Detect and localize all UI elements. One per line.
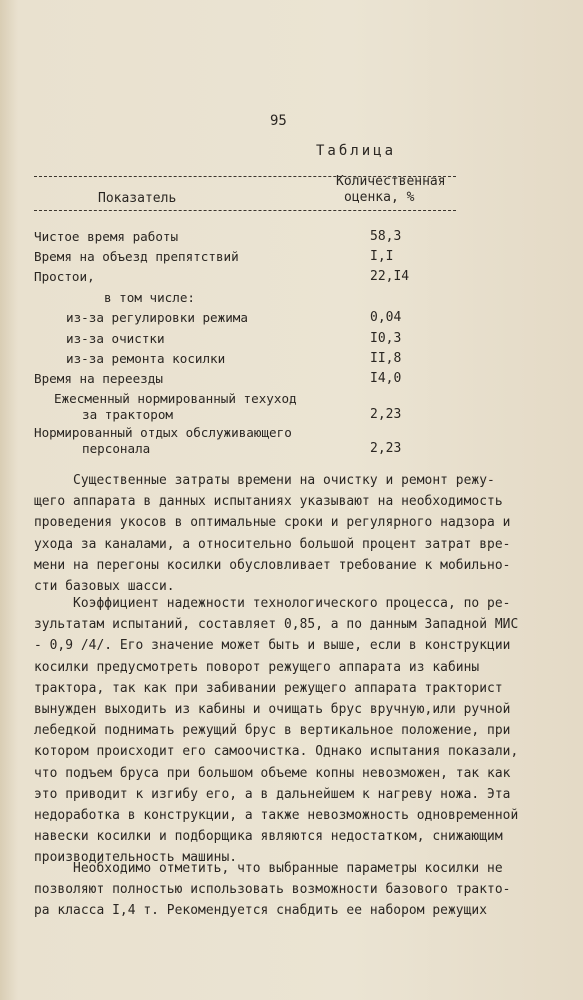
table-header-indicator: Показатель — [98, 191, 177, 206]
table-row-label: Время на переезды — [34, 371, 163, 386]
table-row-value: I,I — [370, 249, 394, 264]
paragraph-line: вынужден выходить из кабины и очищать брус вручную,или ручной — [34, 702, 511, 717]
paragraph-line: котором происходит его самоочистка. Однако испытания показали, — [34, 744, 519, 760]
table-row-label: в том числе: — [104, 290, 195, 305]
paragraph-line: проведения укосов в оптимальные сроки и регулярного надзора и — [34, 515, 511, 531]
table-row-label: Чистое время работы — [34, 229, 179, 244]
paragraph-line: это приводит к изгибу его, а в дальнейшем к нагреву ножа. Эта — [34, 786, 511, 802]
paragraph-line: косилки предусмотреть поворот режущего аппарата из кабины — [34, 659, 480, 675]
table-row-label: из-за регулировки режима — [66, 310, 248, 325]
table-row-label: персонала — [82, 441, 151, 456]
paragraph-line: Коэффициент надежности технологического процесса, по ре- — [34, 596, 511, 611]
table-row-value: 22,I4 — [370, 269, 410, 284]
table-row-value: 0,04 — [370, 310, 402, 325]
paragraph-line: ухода за каналами, а относительно большой процент затрат вре- — [34, 536, 511, 552]
table-row-value: 2,23 — [370, 441, 402, 456]
table-header-value-line2: оценка, % — [344, 190, 415, 205]
paragraph-line: лебедкой поднимать режущий брус в вертикальное положение, при — [34, 723, 511, 739]
table-row-label: Простои, — [34, 269, 95, 284]
table-row-label: за трактором — [82, 407, 173, 422]
table-row-value: 2,23 — [370, 407, 402, 422]
page-number: 95 — [270, 113, 287, 129]
table-header-rule — [34, 210, 456, 211]
table-header-value-line1: Количественная — [336, 174, 446, 189]
paragraph-line: Необходимо отметить, что выбранные параметры косилки не — [34, 861, 503, 876]
table-title: Таблица — [316, 143, 397, 159]
paragraph-line: навески косилки и подборщика являются недостатком, снижающим — [34, 829, 503, 845]
paragraph-line: что подъем бруса при большом объеме копны невозможен, так как — [34, 765, 511, 781]
paragraph-line: сти базовых шасси. — [34, 579, 175, 594]
paragraph-line: позволяют полностью использовать возможности базового тракто- — [34, 882, 511, 898]
table-row-value: I4,0 — [370, 371, 402, 386]
paragraph-line: трактора, так как при забивании режущего аппарата тракторист — [34, 680, 503, 696]
table-row-value: 58,3 — [370, 229, 402, 244]
table-row-label: Ежесменный нормированный техуход — [54, 391, 297, 406]
paragraph-line: недоработка в конструкции, а также невозможность одновременной — [34, 808, 519, 823]
table-row-label: из-за ремонта косилки — [66, 351, 226, 366]
paragraph-line: производительность машины. — [34, 850, 238, 866]
paragraph-line: зультатам испытаний, составляет 0,85, а по данным Западной МИС — [34, 617, 519, 633]
paragraph-line: ра класса I,4 т. Рекомендуется снабдить ее набором режущих — [34, 903, 488, 919]
table-row-label: Нормированный отдых обслуживающего — [34, 425, 292, 440]
table-row-label: Время на объезд препятствий — [34, 249, 239, 264]
table-row-value: II,8 — [370, 351, 402, 366]
table-row-value: I0,3 — [370, 331, 402, 346]
paragraph-line: щего аппарата в данных испытаниях указывают на необходимость — [34, 494, 503, 510]
paragraph-line: мени на перегоны косилки обусловливает требование к мобильно- — [34, 557, 511, 573]
paragraph-line: Существенные затраты времени на очистку и ремонт режу- — [34, 473, 495, 488]
paragraph-line: - 0,9 /4/. Его значение может быть и выше, если в конструкции — [34, 638, 511, 654]
table-row-label: из-за очистки — [66, 331, 165, 346]
